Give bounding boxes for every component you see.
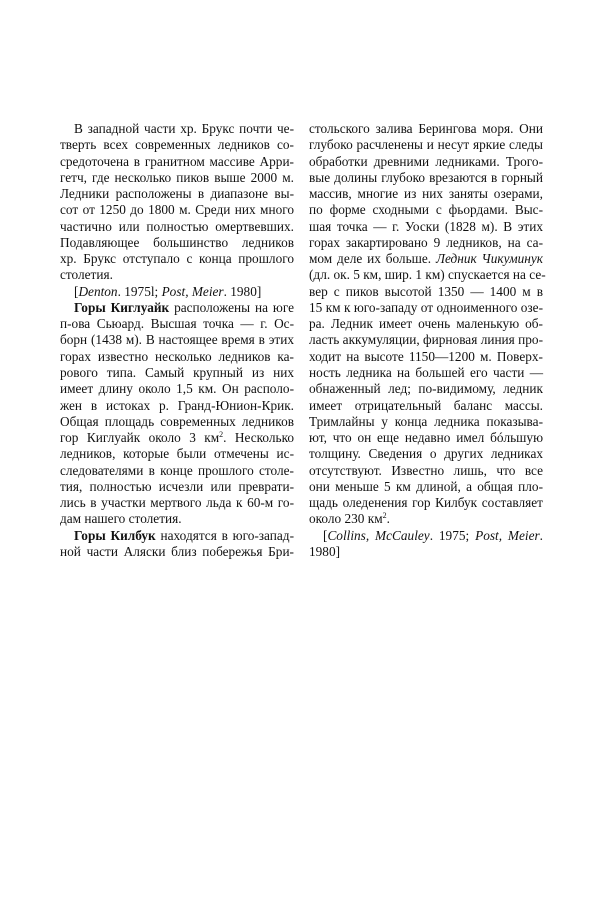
text-line <box>60 528 294 544</box>
text-line: вер с пиков высотой 1350 — 1400 м в <box>309 283 543 299</box>
superscript: 2 <box>382 511 387 521</box>
text-line: Общая площадь современных ледников <box>60 413 294 429</box>
text-line: имеет отрицательный баланс массы. <box>309 397 543 413</box>
reference-line <box>309 528 543 544</box>
text-span: находятся в юго-запад- <box>155 527 294 543</box>
reference-line: 1980] <box>309 543 341 559</box>
bracket: [ <box>323 527 328 543</box>
reference-line <box>60 284 294 300</box>
text-line: лись в участки мертвого льда к 60-м го- <box>60 495 294 511</box>
text-line: шая точка — г. Уоски (1828 м). В этих <box>309 218 543 234</box>
text-line: имеет длину около 1,5 км. Он располо- <box>60 381 294 397</box>
text-span: . <box>386 511 390 527</box>
ref-year: . 1975; <box>429 527 476 543</box>
bracket: [ <box>74 283 79 299</box>
text-line: хр. Брукс отступало с конца прошлого <box>60 251 294 267</box>
text-line: рового типа. Самый крупный из них <box>60 364 294 380</box>
left-column <box>60 121 294 560</box>
text-line: столетия. <box>60 267 113 283</box>
superscript: 2 <box>219 430 224 440</box>
ref-author: Post, Meier <box>475 527 540 543</box>
text-line: следователями в конце прошлого столе- <box>60 462 294 478</box>
text-line: (дл. ок. 5 км, шир. 1 км) спускается на се- <box>309 267 546 283</box>
text-line: 15 км к юго-западу от одноименного озе- <box>309 299 543 315</box>
text-line: ра. Ледник имеет очень маленькую об- <box>309 316 543 332</box>
ref-year: . <box>539 527 543 543</box>
text-line: вые долины глубоко врезаются в горный <box>309 169 543 185</box>
text-line <box>309 511 543 527</box>
text-line <box>60 300 294 316</box>
text-line: глубоко расчленены и несут яркие следы <box>309 137 543 153</box>
text-line: гетч, где несколько пиков выше 2000 м. <box>60 169 294 185</box>
text-line: горах закартировано 9 ледников, на са- <box>309 234 543 250</box>
text-line: жен в истоках р. Гранд-Юнион-Крик. <box>60 397 294 413</box>
text-line: тия, полностью исчезли или преврати- <box>60 478 294 494</box>
right-column <box>309 121 546 560</box>
text-line: ной части Аляски близ побережья Бри- <box>60 543 294 559</box>
text-line: дам нашего столетия. <box>60 511 182 527</box>
text-line: они меньше 5 км длиной, а общая пло- <box>309 478 543 494</box>
ref-author: Denton <box>78 283 118 299</box>
section-heading: Горы Килбук <box>74 527 156 543</box>
text-span: . Несколько <box>223 430 295 446</box>
text-line: обработки древними ледниками. Трого- <box>309 153 543 169</box>
text-line: ходит на высоте 1150—1200 м. Поверх- <box>309 348 543 364</box>
text-line: В западной части хр. Брукс почти че- <box>74 121 294 136</box>
text-line: по форме сходными с фьордами. Выс- <box>309 202 543 218</box>
ref-author: Collins, McCauley <box>327 527 430 543</box>
text-span: около 230 км <box>309 511 383 527</box>
text-line: тверть всех современных ледников со- <box>60 137 294 153</box>
ref-year: . 1980] <box>223 283 262 299</box>
text-line: ность ледника на большей его части — <box>309 364 543 380</box>
text-line: обнаженный лед; по-видимому, ледник <box>309 381 543 397</box>
text-line: сот от 1250 до 1800 м. Среди них много <box>60 202 294 218</box>
text-line: частично или полностью омертвевших. <box>60 218 294 234</box>
text-line: стольского залива Берингова моря. Они <box>309 121 543 136</box>
text-line: отсутствуют. Известно лишь, что все <box>309 462 543 478</box>
text-span: расположены на юге <box>169 299 294 315</box>
section-heading: Горы Киглуайк <box>74 299 170 315</box>
text-line: ласть аккумуляции, фирновая линия про- <box>309 332 543 348</box>
ref-year: . 1975l; <box>117 283 162 299</box>
text-line: толщину. Сведения о других ледниках <box>309 446 543 462</box>
text-line: борн (1438 м). В настоящее время в этих <box>60 332 294 348</box>
text-line: Подавляющее большинство ледников <box>60 234 294 250</box>
text-line: щадь оледенения гор Килбук составляет <box>309 495 543 511</box>
text-span: мом деле их больше. <box>309 251 436 267</box>
text-line: средоточена в гранитном массиве Арри- <box>60 153 294 169</box>
text-line <box>60 430 294 446</box>
text-span: гор Киглуайк около 3 км <box>60 430 220 446</box>
text-line: массив, многие из них заняты озерами, <box>309 186 543 202</box>
text-line: Ледники расположены в диапазоне вы- <box>60 186 294 202</box>
text-line: горах известно несколько ледников ка- <box>60 348 294 364</box>
text-line <box>309 251 543 267</box>
ref-author: Post, Meier <box>161 283 224 299</box>
glacier-name: Ледник Чикуминук <box>435 251 543 267</box>
text-line: ледников, которые были отмечены ис- <box>60 446 294 462</box>
text-line: ют, что он еще недавно имел бóльшую <box>309 430 543 446</box>
text-line: п-ова Сьюард. Высшая точка — г. Ос- <box>60 316 294 332</box>
text-line: Тримлайны у конца ледника показыва- <box>309 413 543 429</box>
